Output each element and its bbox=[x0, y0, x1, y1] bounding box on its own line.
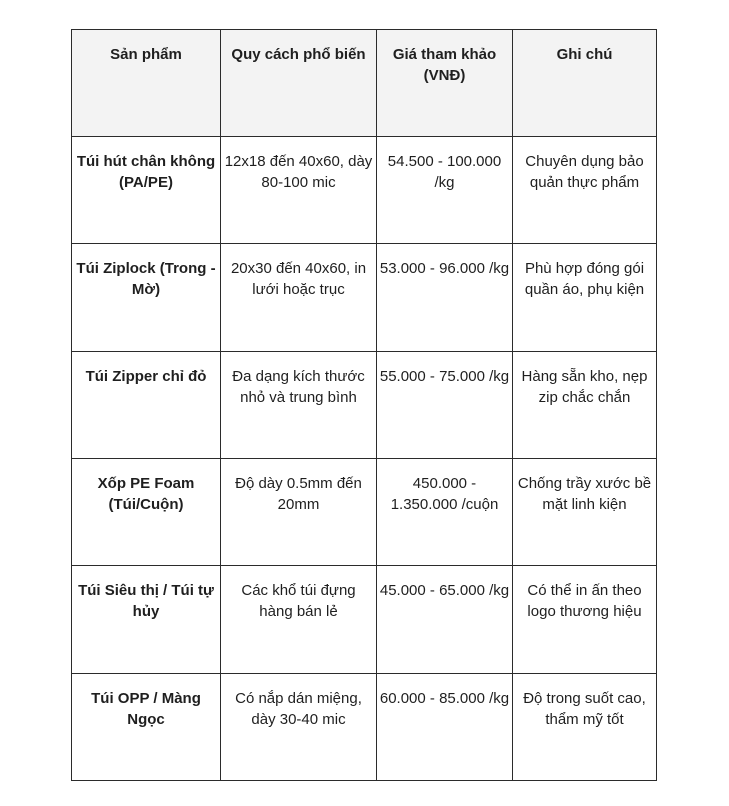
table-row bbox=[72, 244, 657, 351]
cell-spec: Có nắp dán miệng, dày 30-40 mic bbox=[221, 673, 377, 780]
price-reference-table bbox=[71, 29, 657, 781]
cell-spec: 12x18 đến 40x60, dày 80-100 mic bbox=[221, 137, 377, 244]
cell-product: Túi Zipper chỉ đỏ bbox=[72, 351, 221, 458]
cell-note: Có thể in ấn theo logo thương hiệu bbox=[513, 566, 657, 673]
cell-price: 450.000 - 1.350.000 /cuộn bbox=[377, 458, 513, 565]
cell-product: Xốp PE Foam (Túi/Cuộn) bbox=[72, 458, 221, 565]
table-header-row bbox=[72, 30, 657, 137]
cell-note: Phù hợp đóng gói quần áo, phụ kiện bbox=[513, 244, 657, 351]
table-row bbox=[72, 673, 657, 780]
cell-price: 45.000 - 65.000 /kg bbox=[377, 566, 513, 673]
cell-product: Túi Siêu thị / Túi tự hủy bbox=[72, 566, 221, 673]
table-row bbox=[72, 351, 657, 458]
cell-spec: Đa dạng kích thước nhỏ và trung bình bbox=[221, 351, 377, 458]
cell-spec: 20x30 đến 40x60, in lưới hoặc trục bbox=[221, 244, 377, 351]
table-row bbox=[72, 458, 657, 565]
cell-product: Túi OPP / Màng Ngọc bbox=[72, 673, 221, 780]
table-row bbox=[72, 566, 657, 673]
cell-product: Túi hút chân không (PA/PE) bbox=[72, 137, 221, 244]
cell-note: Độ trong suốt cao, thẩm mỹ tốt bbox=[513, 673, 657, 780]
header-product: Sản phẩm bbox=[72, 30, 221, 137]
cell-note: Chuyên dụng bảo quản thực phẩm bbox=[513, 137, 657, 244]
header-price: Giá tham khảo (VNĐ) bbox=[377, 30, 513, 137]
cell-price: 54.500 - 100.000 /kg bbox=[377, 137, 513, 244]
cell-price: 60.000 - 85.000 /kg bbox=[377, 673, 513, 780]
cell-spec: Độ dày 0.5mm đến 20mm bbox=[221, 458, 377, 565]
cell-price: 53.000 - 96.000 /kg bbox=[377, 244, 513, 351]
cell-note: Hàng sẵn kho, nẹp zip chắc chắn bbox=[513, 351, 657, 458]
cell-note: Chống trầy xước bề mặt linh kiện bbox=[513, 458, 657, 565]
table-row bbox=[72, 137, 657, 244]
header-spec: Quy cách phổ biến bbox=[221, 30, 377, 137]
cell-price: 55.000 - 75.000 /kg bbox=[377, 351, 513, 458]
cell-spec: Các khổ túi đựng hàng bán lẻ bbox=[221, 566, 377, 673]
header-note: Ghi chú bbox=[513, 30, 657, 137]
cell-product: Túi Ziplock (Trong - Mờ) bbox=[72, 244, 221, 351]
